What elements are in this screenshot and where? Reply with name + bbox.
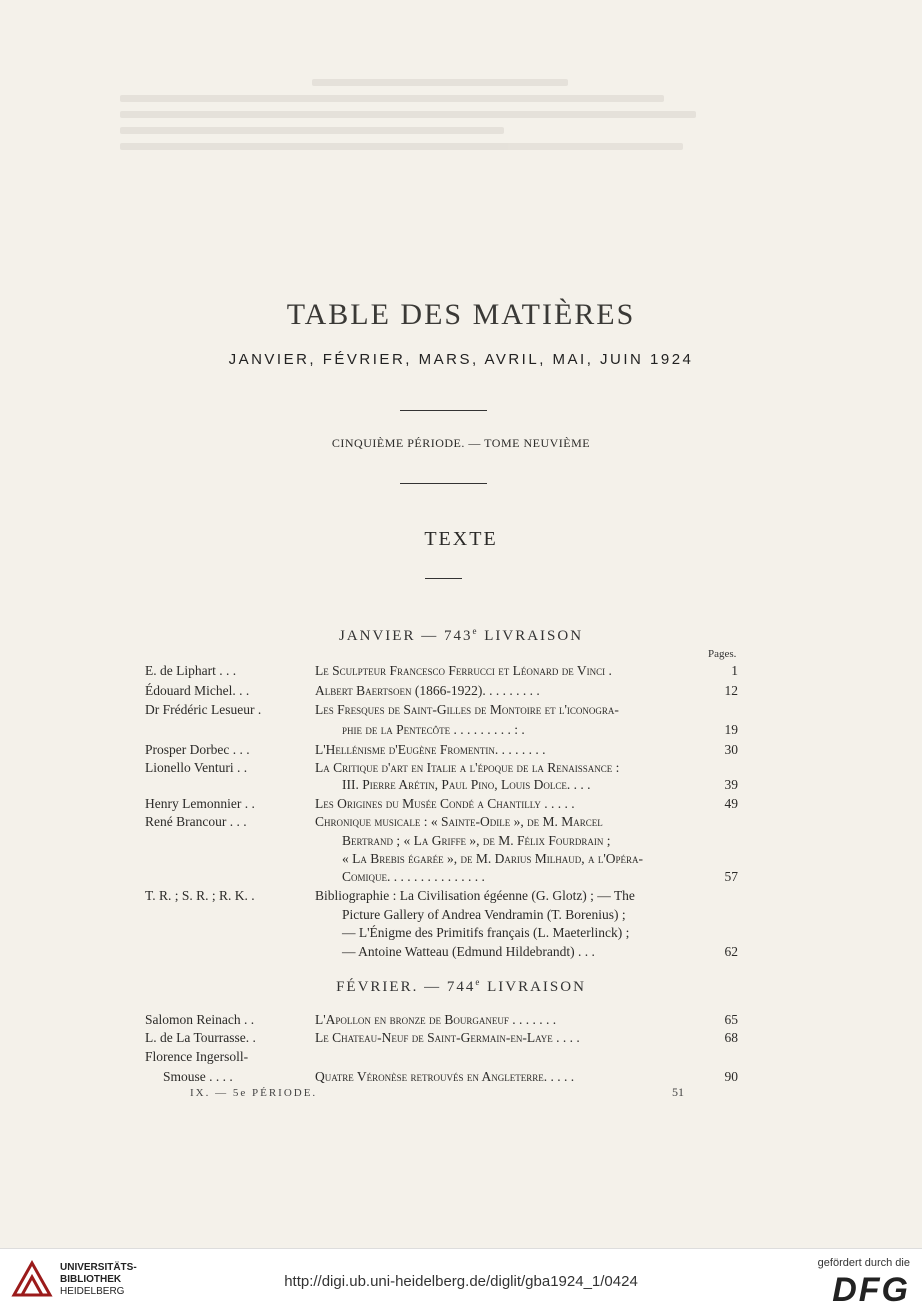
toc-entry — [0, 1068, 922, 1086]
toc-entry — [0, 924, 922, 942]
entry-author: Smousе . . . . — [163, 1069, 233, 1084]
toc-entry — [0, 832, 922, 850]
toc-entry — [0, 795, 922, 813]
entry-title: Comique. . . . . . . . . . . . . . . — [342, 869, 485, 884]
dfg-logo: DFG — [832, 1271, 910, 1309]
toc-entry — [0, 701, 922, 719]
entry-page: 57 — [724, 869, 738, 884]
entry-title: Le Sculpteur Francesco Ferrucci et Léonard de Vinci . — [315, 663, 612, 678]
page-subtitle: JANVIER, FÉVRIER, MARS, AVRIL, MAI, JUIN 1924 — [228, 351, 694, 368]
entry-page: 30 — [724, 742, 738, 757]
toc-entry — [0, 868, 922, 886]
entry-author: T. R. ; S. R. ; R. K. . — [145, 888, 255, 903]
entry-page: 19 — [724, 722, 738, 737]
entry-page: 1 — [731, 663, 738, 678]
entry-title: Les Fresques de Saint-Gilles de Montoire et l'iconogra- — [315, 702, 619, 717]
toc-entry — [0, 721, 922, 739]
entry-author: L. de La Tourrasse. . — [145, 1030, 256, 1045]
section-heading-janvier: JANVIER — 743e LIVRAISON — [338, 626, 584, 644]
toc-entry — [0, 1048, 922, 1066]
section-heading-fevrier: FÉVRIER. — 744e LIVRAISON — [336, 977, 586, 995]
divider — [425, 578, 462, 579]
entry-author: E. de Liphart . . . — [145, 663, 237, 678]
divider — [400, 410, 487, 411]
entry-title: — Antoine Watteau (Edmund Hildebrandt) . . . — [342, 944, 595, 959]
entry-page: 68 — [724, 1030, 738, 1045]
toc-entry — [0, 813, 922, 831]
toc-entry — [0, 887, 922, 905]
entry-title: « La Brebis égarée », de M. Darius Milhaud, a l'Opéra- — [342, 851, 644, 866]
entry-page: 49 — [724, 796, 738, 811]
toc-entry — [0, 906, 922, 924]
toc-entry — [0, 1011, 922, 1029]
entry-author: Prosper Dorbec . . . — [145, 742, 250, 757]
entry-author: Salomon Reinach . . — [145, 1012, 255, 1027]
toc-entry — [0, 943, 922, 961]
entry-page: 65 — [724, 1012, 738, 1027]
entry-author: Dr Frédéric Lesueur . — [145, 702, 262, 717]
divider — [400, 483, 487, 484]
footer-signature: IX. — 5e PÉRIODE. — [190, 1087, 318, 1099]
page-title: TABLE DES MATIÈRES — [286, 298, 636, 331]
entry-title: — L'Énigme des Primitifs français (L. Maeterlinck) ; — [342, 925, 630, 940]
toc-entry — [0, 662, 922, 680]
section-heading-texte: TEXTE — [424, 528, 498, 550]
entry-author: René Brancour . . . — [145, 814, 247, 829]
entry-page: 62 — [724, 944, 738, 959]
funding-label: gefördert durch die — [817, 1257, 910, 1269]
library-name: UNIVERSITÄTS- BIBLIOTHEK HEIDELBERG — [60, 1262, 137, 1297]
periode-label: CINQUIÈME PÉRIODE. — TOME NEUVIÈME — [331, 436, 591, 450]
toc-entry — [0, 776, 922, 794]
toc-entry — [0, 741, 922, 759]
entry-title: Quatre Véronèse retrouvés en Angleterre. . . . . — [315, 1069, 575, 1084]
toc-entry — [0, 759, 922, 777]
entry-title: Bertrand ; « La Griffe », de M. Félix Fourdrain ; — [342, 833, 611, 848]
toc-entry — [0, 682, 922, 700]
toc-entry — [0, 850, 922, 868]
permalink-url[interactable]: http://digi.ub.uni-heidelberg.de/diglit/gba1924_1/0424 — [284, 1273, 638, 1290]
entry-title: L'Hellénisme d'Eugène Fromentin. . . . . . . . — [315, 742, 546, 757]
entry-title: Les Origines du Musée Condé a Chantilly . . . . . — [315, 796, 575, 811]
bleed-through-text — [120, 70, 760, 270]
entry-title: La Critique d'art en Italie a l'époque de la Renaissance : — [315, 760, 620, 775]
toc-entry — [0, 1029, 922, 1047]
entry-title: Albert Baertsoen (1866-1922). . . . . . . . . — [315, 683, 540, 698]
entry-title: L'Apollon en bronze de Bourganeuf . . . . . . . — [315, 1012, 557, 1027]
entry-author: Lionello Venturi . . — [145, 760, 248, 775]
footer-sheet-number: 51 — [672, 1085, 684, 1099]
entry-title: Le Chateau-Neuf de Saint-Germain-en-Laye . . . . — [315, 1030, 580, 1045]
entry-page: 90 — [724, 1069, 738, 1084]
entry-author: Henry Lemonnier . . — [145, 796, 255, 811]
pages-column-label: Pages. — [708, 648, 737, 660]
entry-author: Florence Ingersoll- — [145, 1049, 249, 1064]
entry-author: Édouard Michel. . . — [145, 683, 250, 698]
entry-title: phie de la Pentecôte . . . . . . . . . : . — [342, 722, 525, 737]
entry-page: 12 — [724, 683, 738, 698]
viewer-bottom-bar — [0, 1248, 922, 1313]
entry-title: Picture Gallery of Andrea Vendramin (T. Borenius) ; — [342, 907, 626, 922]
entry-title: III. Pierre Arétin, Paul Pino, Louis Dolce. . . . — [342, 777, 591, 792]
entry-title: Chronique musicale : « Sainte-Odile », de M. Marcel — [315, 814, 603, 829]
entry-page: 39 — [724, 777, 738, 792]
entry-title: Bibliographie : La Civilisation égéenne (G. Glotz) ; — The — [315, 888, 635, 903]
